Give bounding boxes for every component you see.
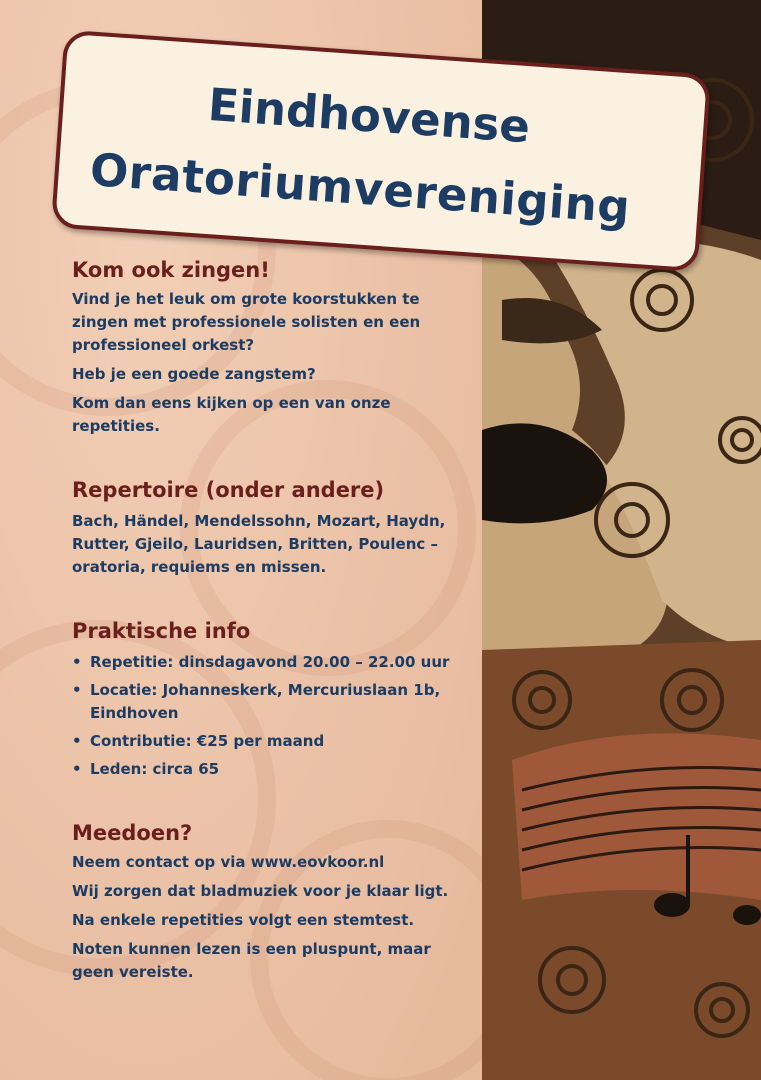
- participate-heading: Meedoen?: [72, 821, 193, 845]
- join-paragraph: Heb je een goede zangstem?: [72, 365, 316, 383]
- section-repertoire: [72, 478, 472, 579]
- participate-paragraph: Wij zorgen dat bladmuziek voor je klaar ligt.: [72, 882, 449, 900]
- info-item: • Repetitie: dinsdagavond 20.00 – 22.00 uur: [72, 651, 472, 674]
- info-heading: Praktische info: [72, 619, 251, 643]
- info-item: • Leden: circa 65: [72, 758, 472, 781]
- join-paragraph: Kom dan eens kijken op een van onze repetities.: [72, 394, 391, 435]
- repertoire-heading: Repertoire (onder andere): [72, 478, 385, 502]
- repertoire-text: Bach, Händel, Mendelssohn, Mozart, Haydn, Rutter, Gjeilo, Lauridsen, Britten, Poulenc – oratoria, requiems en missen.: [72, 512, 446, 576]
- info-item: • Locatie: Johanneskerk, Mercuriuslaan 1b, Eindhoven: [72, 679, 472, 725]
- title-line-2: Oratoriumvereniging: [88, 143, 632, 234]
- participate-paragraph: Neem contact op via www.eovkoor.nl: [72, 853, 385, 871]
- participate-paragraph: Noten kunnen lezen is een pluspunt, maar geen vereiste.: [72, 940, 431, 981]
- join-paragraph: Vind je het leuk om grote koorstukken te zingen met professionele solisten en een professioneel orkest?: [72, 290, 421, 354]
- section-participate: [72, 821, 472, 984]
- info-list: [72, 651, 472, 781]
- flyer-content: [72, 258, 472, 984]
- section-join: [72, 258, 472, 438]
- section-practical-info: [72, 619, 472, 781]
- title-line-1: Eindhovense: [206, 78, 532, 154]
- join-heading: Kom ook zingen!: [72, 258, 270, 282]
- info-item: • Contributie: €25 per maand: [72, 730, 472, 753]
- participate-paragraph: Na enkele repetities volgt een stemtest.: [72, 911, 415, 929]
